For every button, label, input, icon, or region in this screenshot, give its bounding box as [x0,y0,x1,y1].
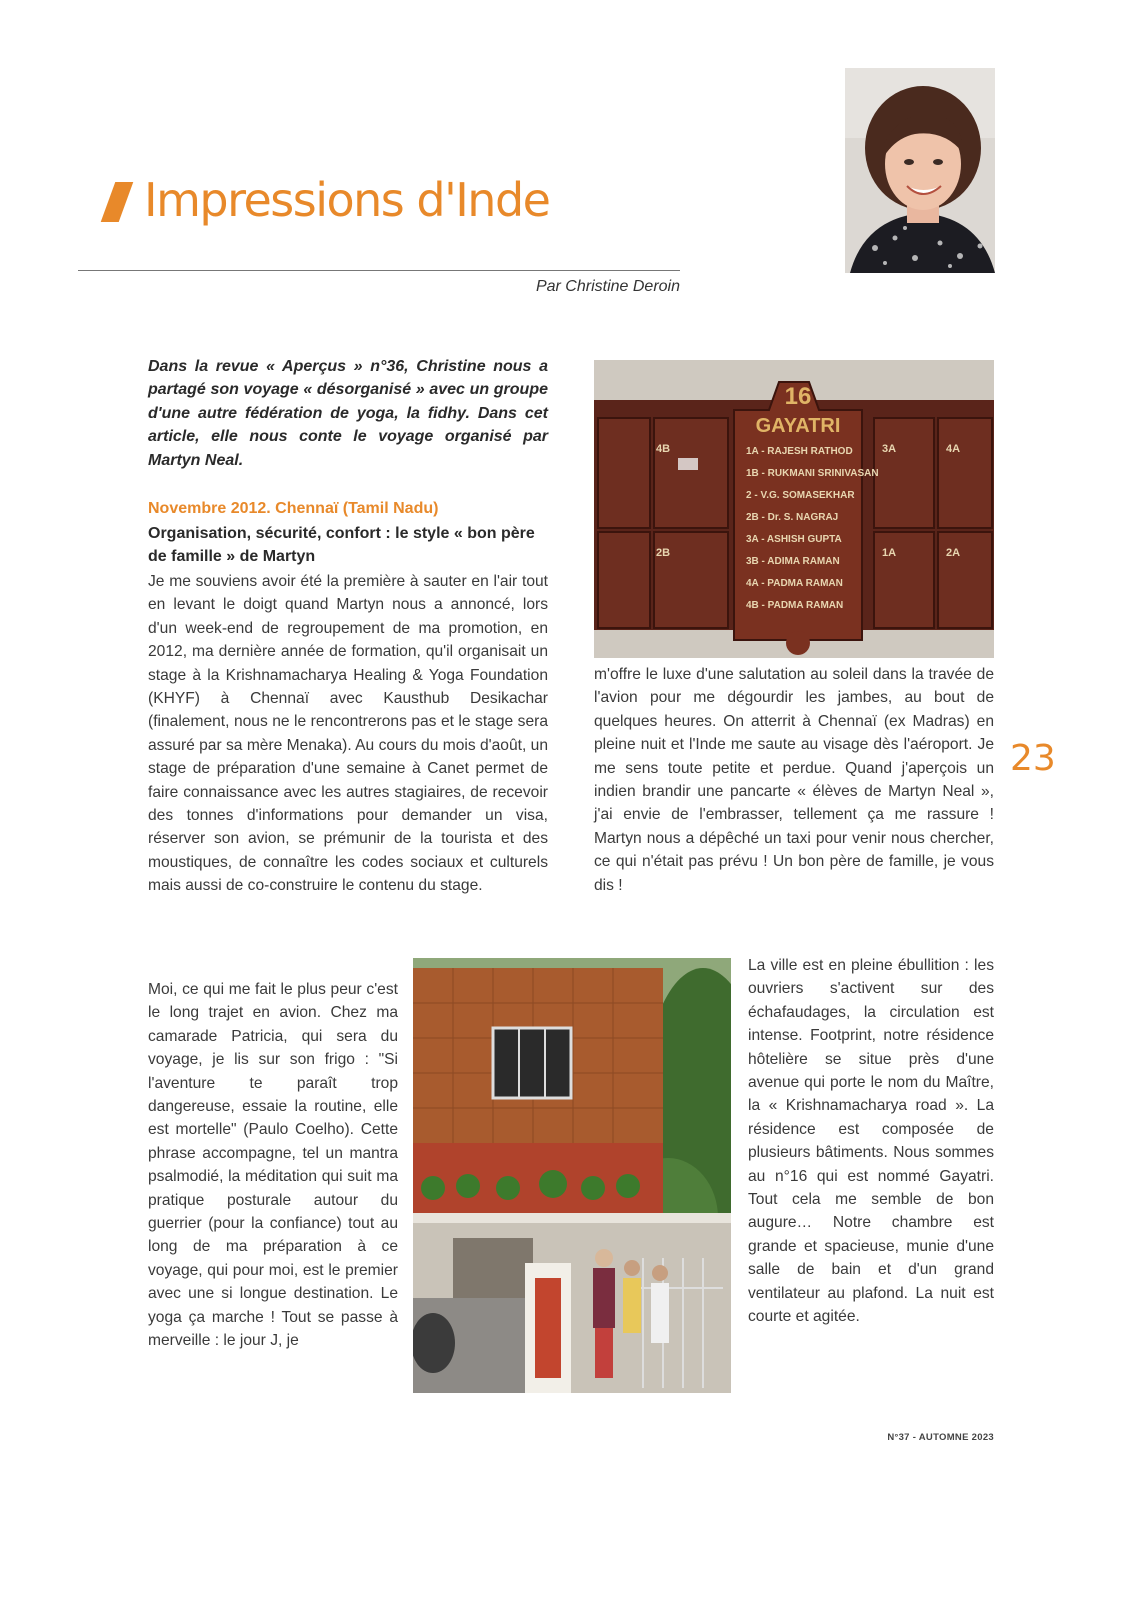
article-intro: Dans la revue « Aperçus » n°36, Christine nous a partagé son voyage « désorganisé » avec un groupe d'une autre fédération de yoga, la fidhy. Dans cet article, elle nous conte le voyage organisé par Martyn Neal. [148,358,548,469]
issue-footer: N°37 - AUTOMNE 2023 [887,1432,994,1443]
title-slash-mark [101,182,134,222]
article-title: Impressions d'Inde [144,173,550,227]
sign-number: 16 [784,383,812,410]
mailbox-label: 2B [656,547,671,559]
sign-entry: 3B - ADIMA RAMAN [746,556,840,567]
body-text-right-bottom: La ville est en pleine ébullition : les ouvriers s'activent sur des échafaudages, la circulation est intense. Footprint, notre résidence hôtelière se situe près d'une avenue qui porte le nom du Maître, la « Krishnamacharya road ». La résidence est composée de plusieurs bâtiments. Nous sommes au n°16 qui est nommé Gayatri. Tout cela me semble de bon augure… Notre chambre est grande et spacieuse, munie d'une salle de bain et d'un grand ventilateur au plafond. La nuit est courte et agitée. [748,957,994,1326]
author-portrait [845,68,995,273]
mailbox-label: 4A [946,443,961,455]
mailbox-label: 3A [882,443,897,455]
residence-building-photo [413,958,731,1393]
mailbox-label: 1A [882,547,897,559]
sign-entry: 2B - Dr. S. NAGRAJ [746,512,839,523]
sign-entry: 4A - PADMA RAMAN [746,578,843,589]
section-subheading: Organisation, sécurité, confort : le style « bon père de famille » de Martyn [148,525,535,566]
sign-name: GAYATRI [755,415,841,437]
sign-entry: 2 - V.G. SOMASEKHAR [746,490,855,501]
body-text-right-top: m'offre le luxe d'une salutation au soleil dans la travée de l'avion pour me dégourdir les jambes, au bout de quelques heures. On atterrit à Chennaï (ex Madras) en pleine nuit et l'Inde me saute au visage dès l'aéroport. Je me sens toute petite et perdue. Quand j'aperçois un indien brandir une pancarte « élèves de Martyn Neal », j'ai envie de l'embrasser, tellement ça me rassure ! Martyn nous a dépêché un taxi pour venir nous chercher, ce qui n'était pas prévu ! Un bon père de famille, je vous dis ! [594,666,994,894]
sign-entry: 3A - ASHISH GUPTA [746,534,842,545]
body-text-left-bottom: Moi, ce qui me fait le plus peur c'est le long trajet en avion. Chez ma camarade Patricia, qui sera du voyage, je lis sur son frigo : "Si l'aventure te paraît trop dangereuse, essaie la routine, elle est mortelle" (Paulo Coelho). Cette phrase accompagne, tel un mantra psalmodié, la méditation qui suit ma pratique posturale autour du guerrier (pour la confiance) tout au long de ma préparation à ce voyage, qui pour moi, est le premier avec une si longue destination. Le yoga ça marche ! Tout se passe à merveille : le jour J, je [148,981,398,1350]
sign-entry: 1A - RAJESH RATHOD [746,446,853,457]
author-byline: Par Christine Deroin [535,278,680,295]
gayatri-sign-photo [594,360,994,658]
section-heading: Novembre 2012. Chennaï (Tamil Nadu) [148,500,439,517]
body-text-left-top: Je me souviens avoir été la première à sauter en l'air tout en levant le doigt quand Martyn nous a annoncé, lors d'un week-end de regroupement de ma promotion, en 2012, ma dernière année de formation, qu'il organisait un stage à la Krishnamacharya Healing & Yoga Foundation (KHYF) à Chennaï avec Kausthub Desikachar (finalement, nous ne le rencontrerons pas et le stage sera assuré par sa mère Menaka). Au cours du mois d'août, un stage de préparation d'une semaine à Canet permet de faire connaissance avec les autres stagiaires, de recevoir des tonnes d'informations pour demander un visa, réserver son avion, se prémunir de la tourista et des moustiques, de connaître les codes sociaux et culturels mais aussi de co-construire le contenu du stage. [148,573,548,895]
article-title-block [108,170,549,230]
title-divider [78,270,680,271]
mailbox-label: 4B [656,443,671,455]
sign-entry: 4B - PADMA RAMAN [746,600,844,611]
page-number: 23 [1010,738,1056,779]
mailbox-label: 2A [946,547,961,559]
sign-entry: 1B - RUKMANI SRINIVASAN [746,468,879,479]
